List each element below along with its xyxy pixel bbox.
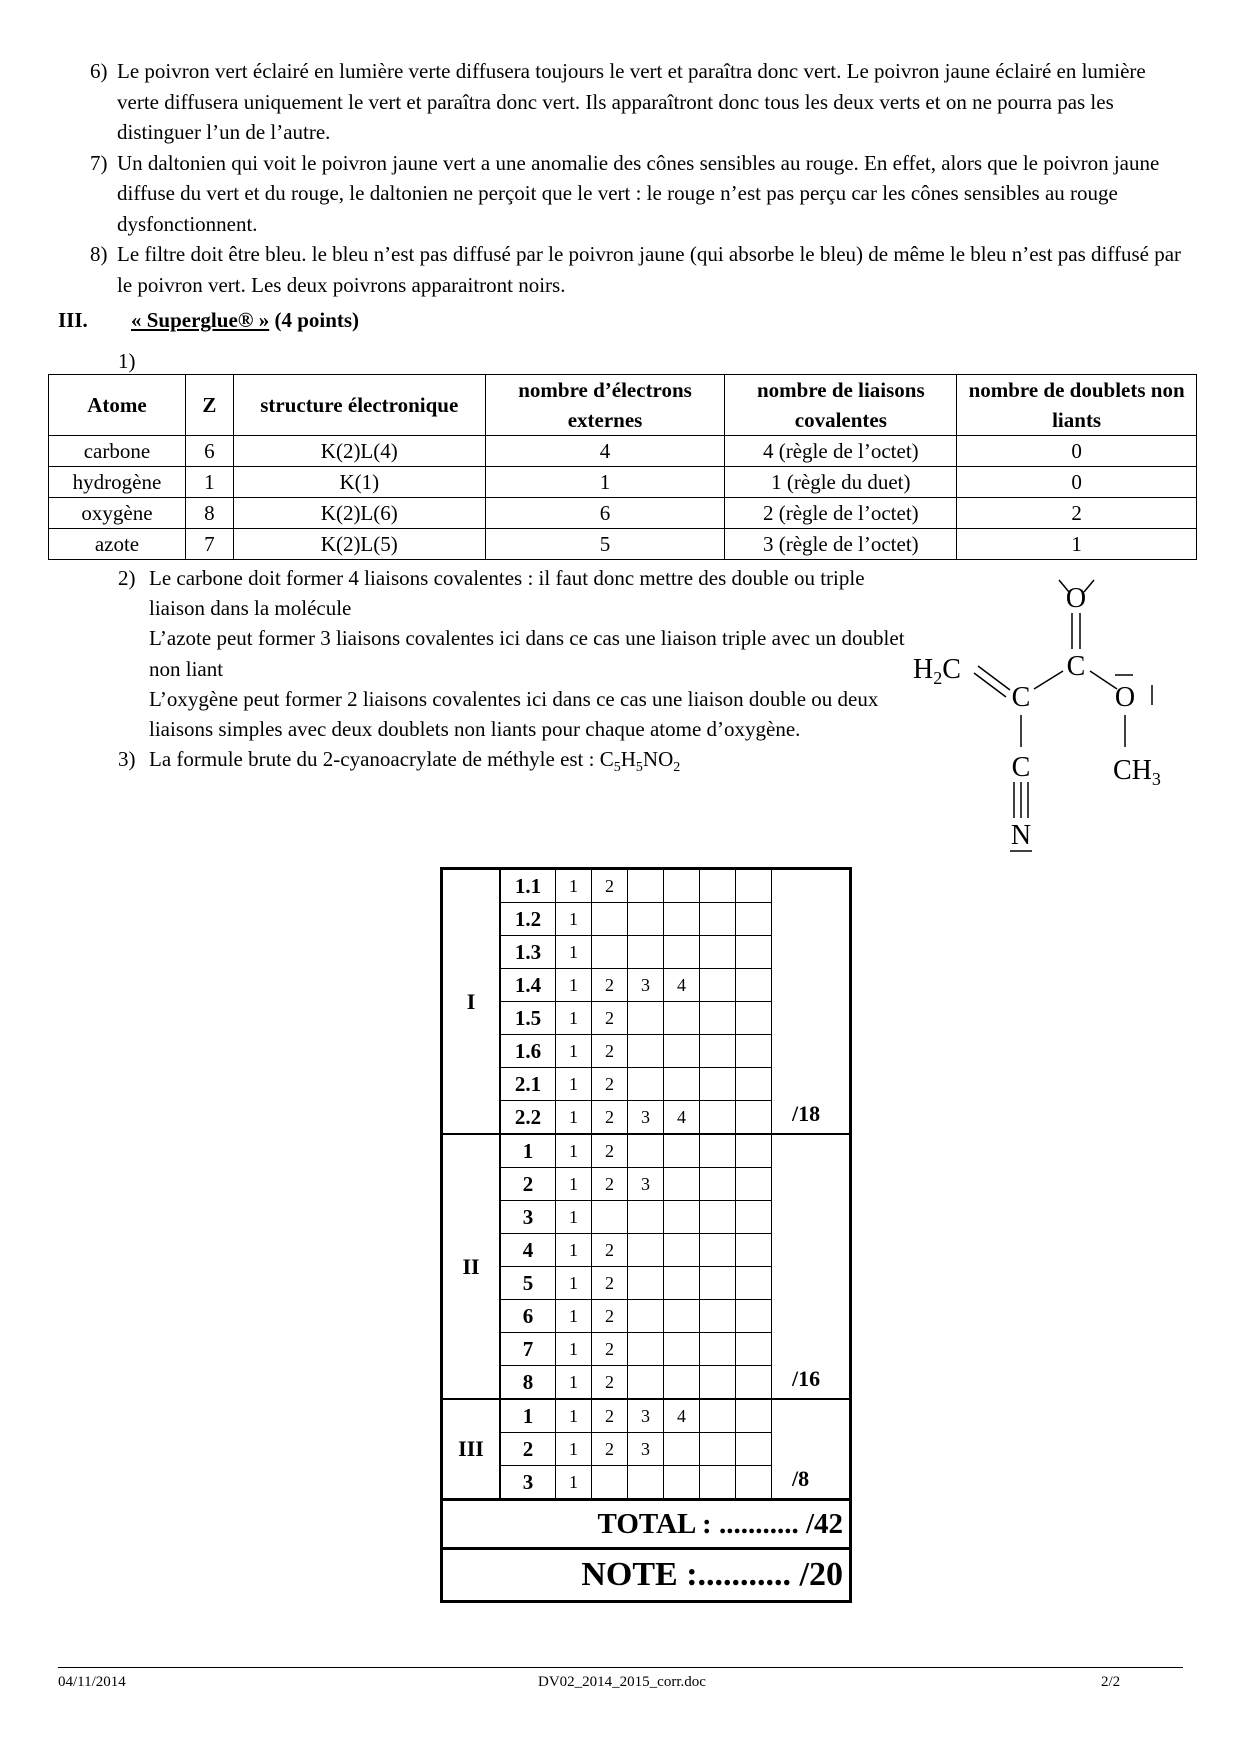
carbon-carbonyl: C — [1066, 651, 1086, 682]
question-number: 3 — [500, 1466, 556, 1500]
point-cell — [664, 1035, 700, 1068]
point-cell — [736, 1399, 772, 1433]
section-score: /16 — [772, 1134, 851, 1399]
table-cell: hydrogène — [49, 467, 186, 498]
point-cell — [700, 1366, 736, 1400]
point-cell — [592, 1466, 628, 1500]
point-cell: 2 — [592, 1333, 628, 1366]
q2-line-2: L’azote peut former 3 liaisons covalentes ici dans ce cas une liaison triple avec un doublet non liant — [149, 626, 905, 681]
point-cell: 1 — [556, 936, 592, 969]
point-cell: 3 — [628, 1399, 664, 1433]
table-cell: azote — [49, 529, 186, 560]
point-cell: 2 — [592, 1101, 628, 1135]
point-cell — [736, 936, 772, 969]
point-cell — [628, 869, 664, 903]
point-cell — [592, 1201, 628, 1234]
point-cell: 1 — [556, 1433, 592, 1466]
total-score: TOTAL : ........... /42 — [442, 1500, 851, 1549]
point-cell — [628, 1234, 664, 1267]
question-number: 8 — [500, 1366, 556, 1400]
point-cell: 4 — [664, 1101, 700, 1135]
point-cell — [664, 869, 700, 903]
point-cell — [736, 1300, 772, 1333]
table-cell: 4 — [485, 436, 725, 467]
point-cell — [700, 936, 736, 969]
point-cell — [628, 1267, 664, 1300]
point-cell — [700, 969, 736, 1002]
point-cell — [664, 1333, 700, 1366]
point-cell: 1 — [556, 1333, 592, 1366]
point-cell: 1 — [556, 1466, 592, 1500]
table-cell: 4 (règle de l’octet) — [725, 436, 957, 467]
point-cell — [700, 1234, 736, 1267]
table-cell: 5 — [485, 529, 725, 560]
point-cell — [700, 1002, 736, 1035]
point-cell — [700, 1068, 736, 1101]
grading-table — [440, 867, 852, 1603]
point-cell: 1 — [556, 1002, 592, 1035]
q2-line-1: Le carbone doit former 4 liaisons covalentes : il faut donc mettre des double ou triple liaison dans la molécule — [149, 566, 865, 621]
grading-row — [442, 1134, 851, 1168]
point-cell: 2 — [592, 1134, 628, 1168]
table-cell: 0 — [957, 467, 1197, 498]
point-cell — [736, 1234, 772, 1267]
molecule-structure — [910, 575, 1210, 865]
section-label: II — [442, 1134, 501, 1399]
point-cell — [700, 1466, 736, 1500]
point-cell — [736, 1101, 772, 1135]
atom-table-header-cell: nombre de doublets non liants — [957, 375, 1197, 436]
point-cell — [664, 903, 700, 936]
section-number: III. — [58, 308, 88, 332]
answer-item — [80, 56, 1190, 148]
point-cell: 2 — [592, 869, 628, 903]
section-points: (4 points) — [274, 308, 360, 332]
question-number: 1.3 — [500, 936, 556, 969]
footer-date: 04/11/2014 — [58, 1674, 126, 1690]
answer-text: Un daltonien qui voit le poivron jaune vert a une anomalie des cônes sensibles au rouge. En effet, alors que le poivron jaune diffuse du vert et du rouge, le daltonien ne perçoit que le vert : le rouge n’est pas perçu car les cônes sensibles au rouge dysfonctionnent. — [117, 150, 1160, 236]
point-cell — [736, 969, 772, 1002]
answer-number: 7) — [90, 150, 108, 175]
point-cell: 4 — [664, 969, 700, 1002]
point-cell — [736, 1168, 772, 1201]
point-cell: 1 — [556, 1201, 592, 1234]
answer-number: 8) — [90, 242, 108, 266]
point-cell — [628, 936, 664, 969]
answer-list — [80, 56, 1190, 300]
point-cell — [592, 936, 628, 969]
point-cell: 2 — [592, 969, 628, 1002]
question-number: 4 — [500, 1234, 556, 1267]
question-number: 3 — [500, 1201, 556, 1234]
point-cell: 1 — [556, 1300, 592, 1333]
point-cell — [736, 1366, 772, 1400]
point-cell — [664, 1168, 700, 1201]
question-number: 1.4 — [500, 969, 556, 1002]
point-cell — [736, 1002, 772, 1035]
point-cell — [664, 1433, 700, 1466]
grading-row — [442, 869, 851, 903]
point-cell — [700, 1300, 736, 1333]
point-cell — [628, 1068, 664, 1101]
point-cell — [628, 903, 664, 936]
point-cell: 2 — [592, 1366, 628, 1400]
point-cell — [628, 1035, 664, 1068]
point-cell — [736, 1134, 772, 1168]
point-cell: 1 — [556, 1366, 592, 1400]
table-cell: 7 — [185, 529, 233, 560]
atom-table-header-cell: Z — [185, 375, 233, 436]
table-row — [49, 467, 1197, 498]
question-number: 2 — [500, 1433, 556, 1466]
table-cell: 3 (règle de l’octet) — [725, 529, 957, 560]
question-number: 5 — [500, 1267, 556, 1300]
question-number: 1 — [500, 1399, 556, 1433]
footer-rule — [58, 1667, 1183, 1668]
answer-text: Le poivron vert éclairé en lumière verte diffusera toujours le vert et paraîtra donc vert. Le poivron jaune éclairé en lumière verte diffusera uniquement le vert et paraîtra donc vert. Ils apparaîtront donc tous les deux verts et on ne pourra pas les distinguer l’un de l’autre. — [117, 59, 1146, 144]
section-title: « Superglue® » — [131, 308, 270, 332]
nitrogen: N — [1010, 820, 1032, 851]
question-number: 2.2 — [500, 1101, 556, 1135]
table-cell: 0 — [957, 436, 1197, 467]
point-cell: 2 — [592, 1267, 628, 1300]
answer-text: Le filtre doit être bleu. le bleu n’est pas diffusé par le poivron jaune (qui absorbe le bleu) de même le bleu n’est pas diffusé par le poivron vert. Les deux poivrons apparaitront noirs. — [117, 242, 1182, 297]
table-row — [49, 529, 1197, 560]
question-2 — [118, 563, 918, 784]
question-3-text — [118, 744, 918, 783]
point-cell — [664, 1466, 700, 1500]
point-cell — [628, 1300, 664, 1333]
grading-row — [442, 1399, 851, 1433]
point-cell: 1 — [556, 1234, 592, 1267]
atom-table — [48, 374, 1197, 560]
point-cell — [664, 1267, 700, 1300]
point-cell — [700, 1267, 736, 1300]
point-cell — [700, 1333, 736, 1366]
ch2-group: $H_2C$ — [913, 654, 961, 688]
question-number: 1.1 — [500, 869, 556, 903]
point-cell — [700, 1399, 736, 1433]
table-cell: K(2)L(6) — [233, 498, 485, 529]
point-cell — [700, 1201, 736, 1234]
question-3-number: 3) — [118, 747, 136, 772]
point-cell — [700, 1433, 736, 1466]
answer-item — [80, 148, 1190, 240]
point-cell — [628, 1201, 664, 1234]
table-cell: 1 — [957, 529, 1197, 560]
point-cell: 3 — [628, 1168, 664, 1201]
point-cell — [592, 903, 628, 936]
point-cell: 1 — [556, 1168, 592, 1201]
point-cell — [628, 1333, 664, 1366]
question-2-text — [118, 563, 918, 744]
point-cell — [736, 1035, 772, 1068]
point-cell: 1 — [556, 903, 592, 936]
carbon-nitrile: C — [1011, 752, 1031, 783]
point-cell — [664, 1300, 700, 1333]
oxygen-ester: O — [1114, 682, 1136, 713]
point-cell: 2 — [592, 1300, 628, 1333]
point-cell — [628, 1466, 664, 1500]
methyl-group: $CH_3$ — [1113, 755, 1161, 789]
point-cell — [664, 1002, 700, 1035]
table-cell: oxygène — [49, 498, 186, 529]
point-cell: 2 — [592, 1068, 628, 1101]
table-cell: K(1) — [233, 467, 485, 498]
point-cell — [664, 1134, 700, 1168]
table-cell: 1 — [485, 467, 725, 498]
point-cell: 3 — [628, 969, 664, 1002]
point-cell — [664, 1201, 700, 1234]
point-cell: 2 — [592, 1035, 628, 1068]
section-label: III — [442, 1399, 501, 1500]
point-cell — [628, 1002, 664, 1035]
table-cell: carbone — [49, 436, 186, 467]
question-number: 1.2 — [500, 903, 556, 936]
question-3-sentence: La formule brute du 2-cyanoacrylate de méthyle est : — [149, 747, 600, 772]
point-cell — [700, 1168, 736, 1201]
point-cell — [736, 1267, 772, 1300]
point-cell: 1 — [556, 1101, 592, 1135]
point-cell — [700, 903, 736, 936]
table-cell: 2 — [957, 498, 1197, 529]
section-heading — [58, 308, 359, 333]
table-cell: 8 — [185, 498, 233, 529]
table-cell: K(2)L(4) — [233, 436, 485, 467]
point-cell — [664, 936, 700, 969]
point-cell — [664, 1068, 700, 1101]
section-score: /18 — [772, 869, 851, 1135]
question-1-label: 1) — [118, 349, 136, 373]
section-score: /8 — [772, 1399, 851, 1500]
question-number: 1 — [500, 1134, 556, 1168]
table-cell: K(2)L(5) — [233, 529, 485, 560]
point-cell: 1 — [556, 969, 592, 1002]
point-cell — [736, 903, 772, 936]
point-cell: 1 — [556, 869, 592, 903]
point-cell — [700, 869, 736, 903]
question-number: 2 — [500, 1168, 556, 1201]
atom-table-header-cell: Atome — [49, 375, 186, 436]
point-cell — [736, 1433, 772, 1466]
point-cell: 1 — [556, 1399, 592, 1433]
footer-filename: DV02_2014_2015_corr.doc — [538, 1674, 706, 1690]
question-2-number: 2) — [118, 566, 136, 590]
point-cell: 1 — [556, 1134, 592, 1168]
question-number: 6 — [500, 1300, 556, 1333]
table-cell: 6 — [185, 436, 233, 467]
point-cell — [736, 1201, 772, 1234]
table-cell: 1 — [185, 467, 233, 498]
carbon-central: C — [1011, 682, 1031, 713]
answer-item — [80, 239, 1190, 300]
question-number: 1.5 — [500, 1002, 556, 1035]
point-cell — [700, 1101, 736, 1135]
answer-number: 6) — [90, 59, 108, 83]
atom-table-header-cell: nombre de liaisons covalentes — [725, 375, 957, 436]
point-cell — [700, 1134, 736, 1168]
table-cell: 6 — [485, 498, 725, 529]
formula: $C_5H_5NO_2$ — [599, 747, 681, 776]
point-cell — [628, 1366, 664, 1400]
point-cell — [664, 1234, 700, 1267]
table-cell: 1 (règle du duet) — [725, 467, 957, 498]
point-cell: 2 — [592, 1234, 628, 1267]
point-cell — [736, 1068, 772, 1101]
point-cell: 2 — [592, 1168, 628, 1201]
question-number: 1.6 — [500, 1035, 556, 1068]
point-cell — [664, 1366, 700, 1400]
footer-page: 2/2 — [1101, 1674, 1121, 1690]
atom-table-header — [49, 375, 1197, 436]
atom-table-header-cell: nombre d’électrons externes — [485, 375, 725, 436]
section-label: I — [442, 869, 501, 1135]
point-cell — [628, 1134, 664, 1168]
point-cell — [736, 1466, 772, 1500]
point-cell: 1 — [556, 1035, 592, 1068]
point-cell — [736, 869, 772, 903]
table-cell: 2 (règle de l’octet) — [725, 498, 957, 529]
question-number: 2.1 — [500, 1068, 556, 1101]
oxygen-top: O — [1065, 583, 1087, 614]
point-cell — [700, 1035, 736, 1068]
point-cell: 1 — [556, 1068, 592, 1101]
point-cell: 3 — [628, 1101, 664, 1135]
point-cell: 2 — [592, 1399, 628, 1433]
point-cell: 2 — [592, 1002, 628, 1035]
point-cell: 3 — [628, 1433, 664, 1466]
table-row — [49, 436, 1197, 467]
point-cell: 2 — [592, 1433, 628, 1466]
q2-line-3: L’oxygène peut former 2 liaisons covalentes ici dans ce cas une liaison double ou deux liaisons simples avec deux doublets non liants pour chaque atome d’oxygène. — [149, 686, 879, 742]
point-cell: 4 — [664, 1399, 700, 1433]
point-cell — [736, 1333, 772, 1366]
point-cell: 1 — [556, 1267, 592, 1300]
atom-table-header-cell: structure électronique — [233, 375, 485, 436]
question-number: 7 — [500, 1333, 556, 1366]
table-row — [49, 498, 1197, 529]
final-note: NOTE :........... /20 — [442, 1549, 851, 1602]
